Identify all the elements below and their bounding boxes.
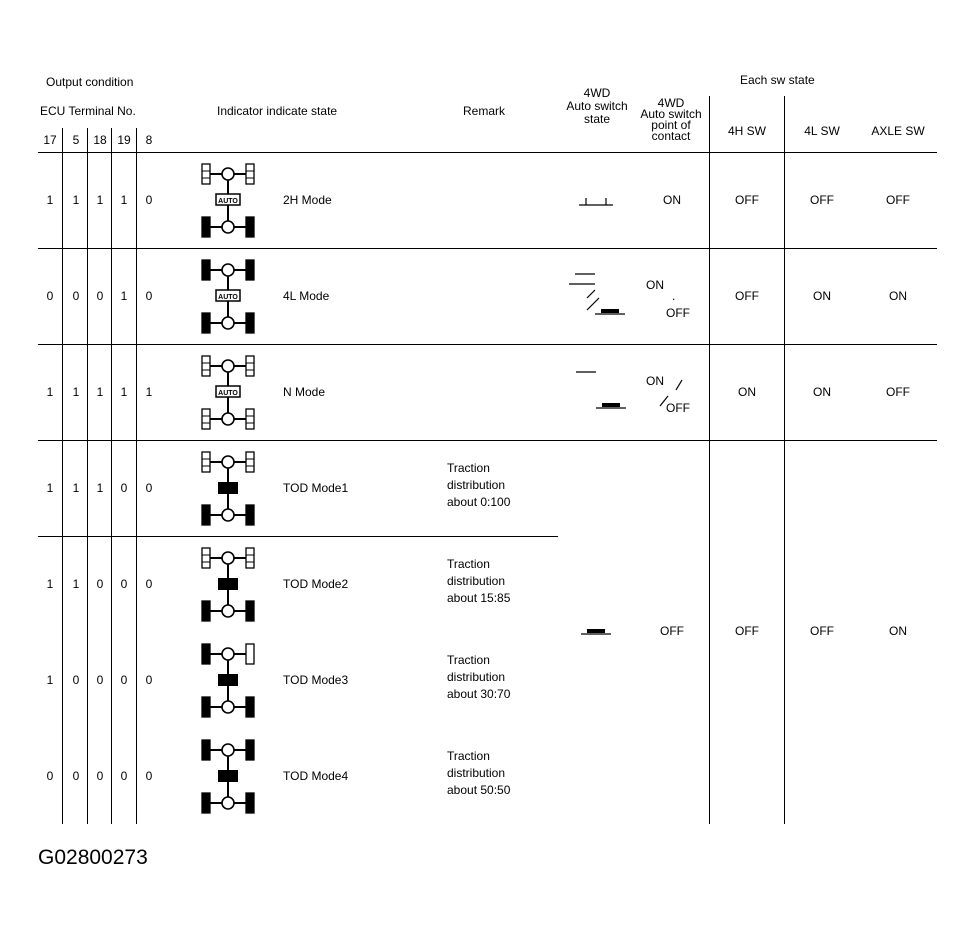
drivetrain-icon — [200, 546, 258, 624]
sw-axle-row1: OFF — [886, 193, 910, 207]
figure-id: G02800273 — [38, 846, 148, 869]
column-divider — [784, 96, 785, 824]
column-divider — [62, 128, 63, 824]
sw-4h-row1: OFF — [735, 193, 759, 207]
terminal-value: 0 — [46, 769, 54, 783]
terminal-value: 0 — [120, 769, 128, 783]
contact-off-row2: OFF — [666, 306, 690, 320]
remark-text: Traction distribution about 50:50 — [447, 749, 511, 797]
auto-label: AUTO — [218, 198, 238, 205]
auto-label: AUTO — [218, 390, 238, 397]
drivetrain-icon — [200, 258, 258, 336]
sw-axle-tod: ON — [889, 624, 907, 638]
contact-state-tod: OFF — [660, 624, 684, 638]
switch-closed-symbol-icon — [572, 368, 632, 414]
terminal-value: 0 — [96, 673, 104, 687]
terminal-value: 0 — [72, 769, 80, 783]
terminal-value: 1 — [96, 481, 104, 495]
drivetrain-icon — [200, 738, 258, 816]
sw-4h-row2: OFF — [735, 289, 759, 303]
terminal-value: 0 — [145, 577, 153, 591]
column-divider — [136, 128, 137, 824]
mode-label: N Mode — [283, 385, 326, 399]
row-divider — [38, 440, 937, 441]
remark-text: Traction distribution about 0:100 — [447, 461, 511, 509]
switch-open-symbol-icon — [577, 190, 617, 210]
mode-label: 2H Mode — [283, 193, 332, 207]
terminal-value: 0 — [120, 481, 128, 495]
terminal-value: 1 — [46, 193, 54, 207]
mode-label: TOD Mode4 — [283, 769, 349, 783]
terminal-value: 1 — [72, 481, 80, 495]
sw-4l-tod: OFF — [810, 624, 834, 638]
drivetrain-icon — [200, 450, 258, 528]
sw-4l-row1: OFF — [810, 193, 834, 207]
terminal-value: 0 — [120, 577, 128, 591]
each-sw-state-header: Each sw state — [740, 73, 815, 87]
terminal-value: 1 — [46, 385, 54, 399]
mode-label: TOD Mode3 — [283, 673, 349, 687]
terminal-19-header: 19 — [117, 133, 131, 147]
contact-dot: . — [672, 289, 676, 303]
terminal-value: 1 — [72, 577, 80, 591]
sw-4l-header: 4L SW — [804, 124, 840, 138]
contact-on-row2: ON — [646, 278, 664, 292]
terminal-18-header: 18 — [93, 133, 107, 147]
column-divider — [709, 96, 710, 824]
ecu-terminal-header: ECU Terminal No. — [40, 104, 136, 118]
terminal-17-header: 17 — [43, 133, 57, 147]
mode-label: 4L Mode — [283, 289, 330, 303]
drivetrain-icon — [200, 354, 258, 432]
terminal-value: 0 — [96, 769, 104, 783]
contact-off-row3: OFF — [666, 401, 690, 415]
terminal-value: 1 — [120, 193, 128, 207]
sw-4l-row2: ON — [813, 289, 831, 303]
auto-switch-contact-header: 4WD Auto switch point of contact — [640, 96, 702, 143]
remark-text: Traction distribution about 30:70 — [447, 653, 511, 701]
terminal-value: 0 — [145, 289, 153, 303]
terminal-value: 0 — [145, 481, 153, 495]
terminal-value: 0 — [145, 193, 153, 207]
remark-header: Remark — [463, 104, 506, 118]
contact-on-row3: ON — [646, 374, 664, 388]
terminal-value: 1 — [145, 385, 153, 399]
column-divider — [87, 128, 88, 824]
drivetrain-icon — [200, 162, 258, 240]
terminal-value: 1 — [72, 385, 80, 399]
sw-axle-row2: ON — [889, 289, 907, 303]
terminal-value: 0 — [46, 289, 54, 303]
sw-axle-header: AXLE SW — [871, 124, 925, 138]
terminal-value: 0 — [145, 673, 153, 687]
auto-switch-state-header: 4WD Auto switch state — [566, 86, 628, 126]
indicator-header: Indicator indicate state — [217, 104, 338, 118]
terminal-value: 1 — [120, 289, 128, 303]
terminal-value: 1 — [72, 193, 80, 207]
mode-label: TOD Mode1 — [283, 481, 349, 495]
switch-transition-symbol-icon — [565, 268, 635, 320]
terminal-value: 1 — [96, 193, 104, 207]
column-divider — [111, 128, 112, 824]
remark-text: Traction distribution about 15:85 — [447, 557, 511, 605]
terminal-value: 1 — [96, 385, 104, 399]
terminal-value: 0 — [145, 769, 153, 783]
auto-label: AUTO — [218, 294, 238, 301]
row-divider — [38, 536, 558, 537]
terminal-8-header: 8 — [145, 133, 153, 147]
terminal-value: 0 — [96, 289, 104, 303]
terminal-5-header: 5 — [72, 133, 80, 147]
row-divider — [38, 344, 937, 345]
drivetrain-icon — [200, 642, 258, 720]
output-condition-header: Output condition — [46, 75, 134, 89]
terminal-value: 0 — [96, 577, 104, 591]
terminal-value: 1 — [46, 577, 54, 591]
contact-state-row1: ON — [663, 193, 681, 207]
header-divider — [38, 152, 937, 153]
terminal-value: 1 — [46, 673, 54, 687]
terminal-value: 0 — [120, 673, 128, 687]
terminal-value: 0 — [72, 289, 80, 303]
terminal-value: 1 — [46, 481, 54, 495]
terminal-value: 0 — [72, 673, 80, 687]
sw-4l-row3: ON — [813, 385, 831, 399]
terminal-value: 1 — [120, 385, 128, 399]
sw-axle-row3: OFF — [886, 385, 910, 399]
switch-closed-symbol-icon — [578, 626, 618, 640]
sw-4h-header: 4H SW — [727, 124, 767, 138]
sw-4h-tod: OFF — [735, 624, 759, 638]
sw-4h-row3: ON — [738, 385, 756, 399]
row-divider — [38, 248, 937, 249]
mode-label: TOD Mode2 — [283, 577, 349, 591]
